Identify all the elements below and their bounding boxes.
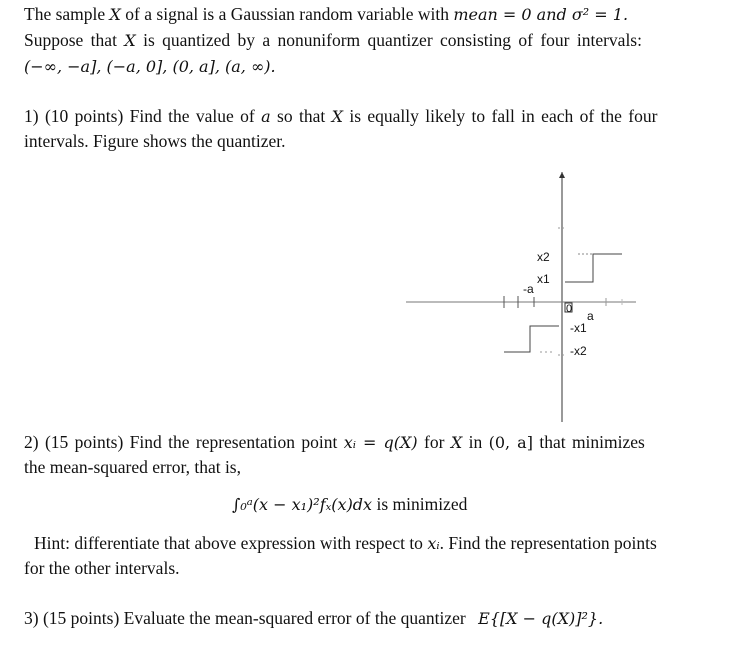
q2-line-1: 2) (15 points) Find the representation point xᵢ = q(X) for X in (0, a] that minimizes <box>24 432 645 452</box>
quantizer-step-positive <box>565 254 622 282</box>
y-axis-arrow-icon <box>559 172 565 178</box>
label-neg-a: -a <box>523 282 534 296</box>
hint-line-2: for the other intervals. <box>24 558 180 578</box>
q1-line-1: 1) (10 points) Find the value of a so that X is equally likely to fall in each of the four <box>24 106 658 126</box>
quantizer-step-negative <box>504 326 559 352</box>
intro-line-1: The sample X of a signal is a Gaussian random variable with mean = 0 and σ² = 1. <box>24 4 629 24</box>
q2-formula: ∫₀ᵃ(x − x₁)²fₓ(x)dx is minimized <box>232 494 468 514</box>
intro-line-3: (−∞, −a], (−a, 0], (0, a], (a, ∞). <box>24 57 276 76</box>
q1-line-2: intervals. Figure shows the quantizer. <box>24 131 286 151</box>
intro-line-2: Suppose that X is quantized by a nonuniform quantizer consisting of four intervals: <box>24 30 642 50</box>
q3-line: 3) (15 points) Evaluate the mean-squared error of the quantizer E{[X − q(X)]²}. <box>24 608 604 628</box>
q2-line-2: the mean-squared error, that is, <box>24 457 241 477</box>
label-x2: x2 <box>537 250 550 264</box>
label-neg-x2: -x2 <box>570 344 587 358</box>
label-neg-x1: -x1 <box>570 321 587 335</box>
hint-line-1: Hint: differentiate that above expression with respect to xᵢ. Find the representation points <box>34 533 657 553</box>
label-x1: x1 <box>537 272 550 286</box>
quantizer-figure <box>400 160 650 425</box>
label-a: a <box>587 309 594 323</box>
label-zero: 0 <box>566 303 573 315</box>
